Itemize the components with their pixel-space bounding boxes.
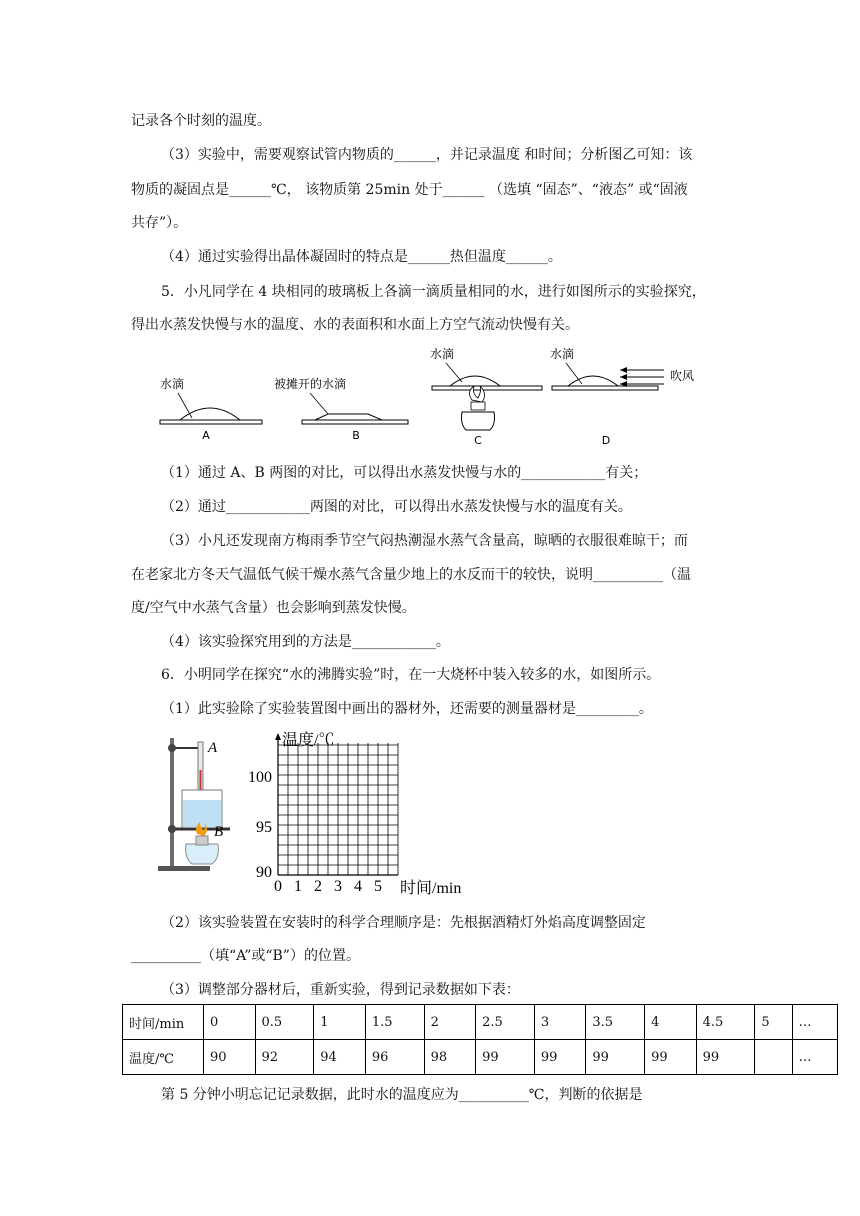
temperature-time-grid xyxy=(250,725,510,900)
question-6-part-3: （3）调整部分器材后，重新实验，得到记录数据如下表： xyxy=(161,982,520,998)
drop-a xyxy=(180,408,240,420)
question-4-part-4: （4）通过实验得出晶体凝固时的特点是______热但温度______。 xyxy=(161,249,562,265)
y-tick-100: 100 xyxy=(248,769,272,786)
text-line-17: __________（填“A”或“B”）的位置。 xyxy=(131,948,360,964)
table-cell: … xyxy=(792,1040,837,1075)
question-6-part-1: （1）此实验除了实验装置图中画出的器材外，还需要的测量器材是_________。 xyxy=(161,701,653,717)
table-cell: 2 xyxy=(424,1005,476,1040)
table-cell: 99 xyxy=(534,1040,586,1075)
question-6-part-3-followup: 第 5 分钟小明忘记记录数据，此时水的温度应为__________℃，判断的依据是 xyxy=(161,1087,643,1103)
table-header-temperature: 温度/℃ xyxy=(123,1040,204,1075)
water xyxy=(183,800,221,827)
y-tick-90: 90 xyxy=(256,864,272,881)
x-tick-4: 4 xyxy=(354,878,362,895)
iron-stand-rod xyxy=(170,738,174,866)
alcohol-lamp-c xyxy=(462,412,495,430)
glass-plate-d xyxy=(552,386,658,390)
table-cell: … xyxy=(792,1005,837,1040)
glass-plate-a xyxy=(160,420,262,424)
text-line-4: 共存”）。 xyxy=(131,215,188,231)
question-5-part-1: （1）通过 A、B 两图的对比，可以得出水蒸发快慢与水的____________有关； xyxy=(161,465,648,481)
x-tick-2: 2 xyxy=(314,878,322,895)
text-line-1: 记录各个时刻的温度。 xyxy=(131,113,271,129)
text-line-7: 得出水蒸发快慢与水的温度、水的表面积和水面上方空气流动快慢有关。 xyxy=(131,317,579,333)
table-row xyxy=(123,1005,838,1040)
table-cell: 0.5 xyxy=(255,1005,314,1040)
table-cell: 4.5 xyxy=(696,1005,755,1040)
table-cell: 98 xyxy=(424,1040,476,1075)
lamp-wick-c xyxy=(471,402,485,410)
fig-d-label: 水滴 xyxy=(550,347,575,361)
table-cell: 99 xyxy=(696,1040,755,1075)
table-cell-blank xyxy=(755,1040,792,1075)
table-header-time: 时间/min xyxy=(123,1005,204,1040)
table-cell: 94 xyxy=(314,1040,366,1075)
fig-c-caption: C xyxy=(474,434,482,447)
text-line-11: 在老家北方冬天气温低气候干燥水蒸气含量少地上的水反而干的较快，说明__________（温 xyxy=(131,567,691,583)
question-5-part-2: （2）通过____________两图的对比，可以得出水蒸发快慢与水的温度有关。 xyxy=(161,499,632,515)
fig-a-caption: A xyxy=(202,429,210,442)
table-cell: 90 xyxy=(204,1040,256,1075)
table-cell: 96 xyxy=(365,1040,424,1075)
table-cell: 99 xyxy=(476,1040,535,1075)
table-cell: 5 xyxy=(755,1005,792,1040)
glass-plate-c xyxy=(432,386,542,390)
fig-b-label: 被摊开的水滴 xyxy=(274,377,347,391)
x-tick-1: 1 xyxy=(294,878,302,895)
table-cell: 0 xyxy=(204,1005,256,1040)
y-tick-95: 95 xyxy=(256,819,272,836)
question-6-stem: 6．小明同学在探究“水的沸腾实验”时，在一大烧杯中装入较多的水，如图所示。 xyxy=(161,667,661,683)
table-cell: 1 xyxy=(314,1005,366,1040)
data-table xyxy=(122,1004,838,1075)
fig-a-label: 水滴 xyxy=(160,377,185,391)
boiling-apparatus-figure xyxy=(150,730,250,876)
text-line-3: 物质的凝固点是______℃， 该物质第 25min 处于______ （选填 “固态”、“液态” 或“固液 xyxy=(131,182,688,198)
x-tick-5: 5 xyxy=(374,878,382,895)
evaporation-figure xyxy=(150,340,695,450)
fig-b-caption: B xyxy=(352,429,360,442)
table-cell: 92 xyxy=(255,1040,314,1075)
question-6-part-2: （2）该实验装置在安装时的科学合理顺序是：先根据酒精灯外焰高度调整固定 xyxy=(161,915,646,931)
table-cell: 99 xyxy=(586,1040,645,1075)
text-line-12: 度/空气中水蒸气含量）也会影响到蒸发快慢。 xyxy=(131,600,416,616)
table-cell: 1.5 xyxy=(365,1005,424,1040)
drop-c xyxy=(450,376,500,386)
table-cell: 2.5 xyxy=(476,1005,535,1040)
fig-d-wind-label: 吹风 xyxy=(670,369,695,383)
x-tick-3: 3 xyxy=(334,878,342,895)
y-axis-label: 温度/℃ xyxy=(282,732,335,749)
fig-c-label: 水滴 xyxy=(430,347,455,361)
question-5-part-4: （4）该实验探究用到的方法是____________。 xyxy=(161,634,450,650)
iron-stand-base xyxy=(158,866,210,871)
table-cell: 3 xyxy=(534,1005,586,1040)
table-cell: 4 xyxy=(645,1005,697,1040)
fig-d-caption: D xyxy=(601,434,611,447)
x-tick-0: 0 xyxy=(274,878,282,895)
glass-plate-b xyxy=(302,420,408,424)
wind-arrows xyxy=(620,367,664,387)
alcohol-lamp xyxy=(186,844,219,864)
question-5-part-3: （3）小凡还发现南方梅雨季节空气闷热潮湿水蒸气含量高，晾晒的衣服很难晾干；而 xyxy=(161,533,688,549)
table-cell: 3.5 xyxy=(586,1005,645,1040)
drop-b xyxy=(315,414,382,420)
table-row xyxy=(123,1040,838,1075)
label-b: B xyxy=(214,824,224,840)
drop-d xyxy=(568,376,618,386)
question-5-stem: 5．小凡同学在 4 块相同的玻璃板上各滴一滴质量相同的水，进行如图所示的实验探究， xyxy=(161,284,706,300)
label-a: A xyxy=(208,740,218,756)
x-axis-label: 时间/min xyxy=(400,880,462,897)
table-cell: 99 xyxy=(645,1040,697,1075)
question-4-part-3: （3）实验中，需要观察试管内物质的______，并记录温度 和时间；分析图乙可知：该 xyxy=(161,147,693,163)
